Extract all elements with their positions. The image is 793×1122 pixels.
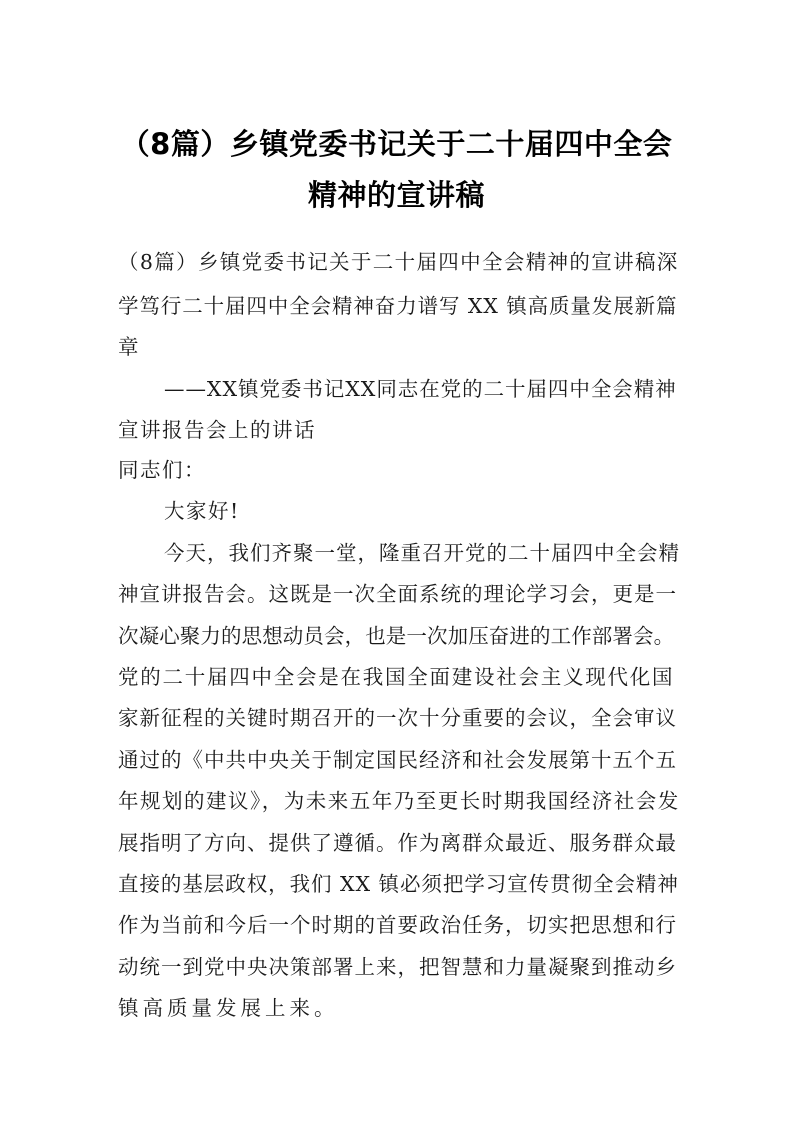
paragraph-line: 镇高质量发展上来。 bbox=[118, 996, 339, 1020]
paragraph-line: 次凝心聚力的思想动员会，也是一次加压奋进的工作部署会。 bbox=[118, 624, 675, 648]
subtitle-line: ——XX镇党委书记XX同志在党的二十届四中全会精神 bbox=[164, 377, 677, 401]
paragraph-line: 作为当前和今后一个时期的首要政治任务，切实把思想和行 bbox=[118, 913, 677, 937]
subtitle-line: 宣讲报告会上的讲话 bbox=[118, 418, 316, 442]
paragraph-line: 动统一到党中央决策部署上来，把智慧和力量凝聚到推动乡 bbox=[118, 955, 677, 979]
paragraph-line: 神宣讲报告会。这既是一次全面系统的理论学习会，更是一 bbox=[118, 582, 677, 606]
paragraph-line: 展指明了方向、提供了遵循。作为离群众最近、服务群众最 bbox=[118, 831, 677, 855]
paragraph-line: 年规划的建议》，为未来五年乃至更长时期我国经济社会发 bbox=[118, 789, 680, 813]
salutation: 同志们： bbox=[118, 458, 206, 482]
paragraph-line: 通过的《中共中央关于制定国民经济和社会发展第十五个五 bbox=[118, 748, 677, 772]
body-line: （8篇）乡镇党委书记关于二十届四中全会精神的宣讲稿深 bbox=[118, 250, 679, 274]
body-line: 章 bbox=[118, 335, 142, 359]
body-line: 学笃行二十届四中全会精神奋力谱写 XX 镇高质量发展新篇 bbox=[118, 294, 678, 318]
paragraph-line: 党的二十届四中全会是在我国全面建设社会主义现代化国 bbox=[118, 665, 675, 689]
paragraph-line: 家新征程的关键时期召开的一次十分重要的会议，全会审议 bbox=[118, 706, 677, 730]
greeting: 大家好! bbox=[164, 499, 240, 523]
title-line-1: （8篇）乡镇党委书记关于二十届四中全会 bbox=[120, 127, 673, 161]
paragraph-line: 今天，我们齐聚一堂，隆重召开党的二十届四中全会精 bbox=[164, 541, 680, 565]
title-line-2: 精神的宣讲稿 bbox=[307, 178, 485, 212]
paragraph-line: 直接的基层政权，我们 XX 镇必须把学习宣传贯彻全会精神 bbox=[118, 872, 679, 896]
